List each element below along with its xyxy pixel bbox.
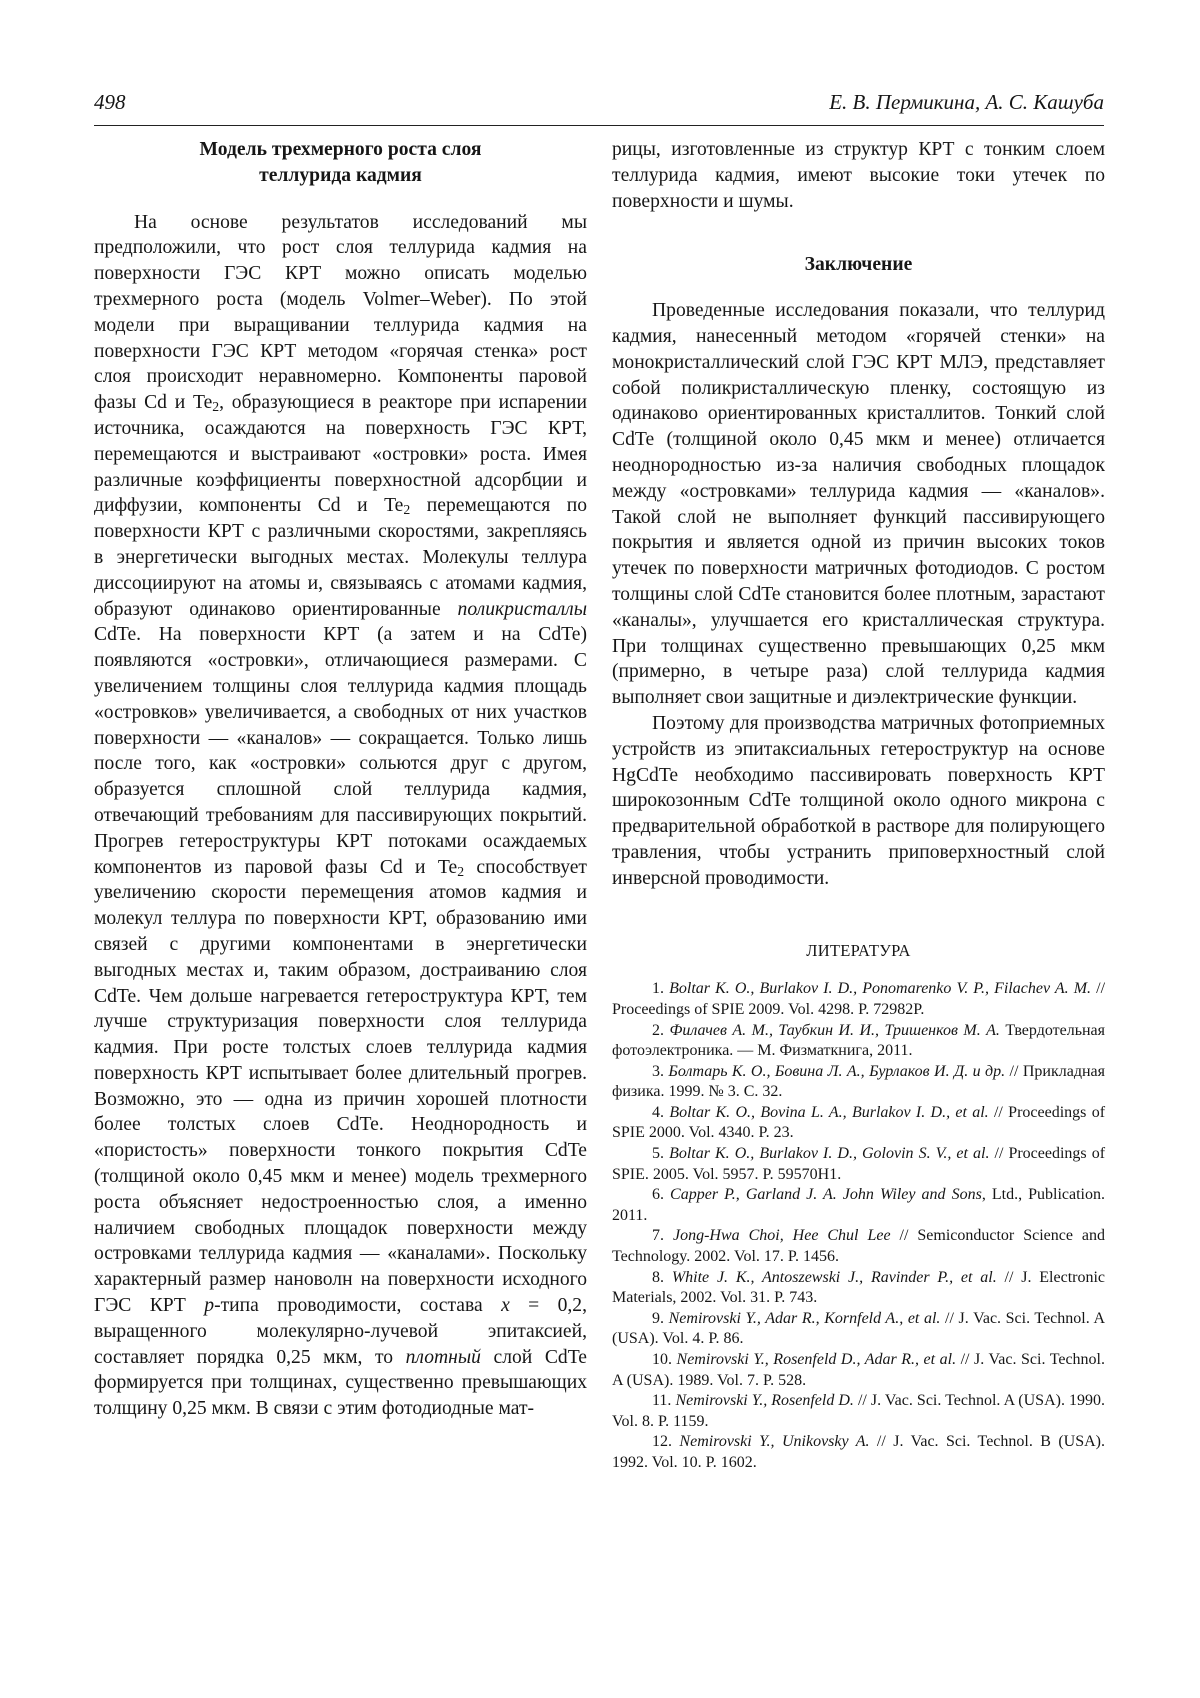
reference-authors: Capper P., Garland J. A. John Wiley and Sons: [670, 1186, 982, 1204]
heading-line: Модель трехмерного роста слоя: [199, 139, 482, 160]
reference-source: // Прикладная физика. 1999. № 3. С. 32.: [612, 1062, 1106, 1101]
reference-source: // J. Vac. Sci. Technol. A (USA). Vol. 4. P. 86.: [612, 1309, 1106, 1348]
reference-number: 9.: [652, 1309, 669, 1327]
text-run: = 0,2, выращенного молекулярно-лучевой эпитаксией, составляет порядка 0,25 мкм, то: [94, 1295, 587, 1368]
reference-item: [612, 1144, 1105, 1185]
reference-authors: Филачев А. М., Таубкин И. И., Тришенков М. А.: [669, 1021, 1000, 1039]
reference-authors: Jong-Hwa Choi, Hee Chul Lee: [672, 1227, 891, 1245]
reference-source: // Proceedings of SPIE. 2005. Vol. 5957. P. 59570H1.: [612, 1145, 1106, 1183]
reference-source: Твердотельная фотоэлектроника. — М. Физматкнига, 2011.: [612, 1021, 1106, 1060]
text-run: слой CdTe формируется при толщинах, существенно превышающих толщину 0,25 мкм. В связи с этим фотодиодные мат-: [94, 1346, 587, 1420]
reference-item: [612, 1185, 1105, 1226]
reference-item: [612, 1309, 1105, 1350]
italic-term: плотный: [405, 1346, 481, 1368]
reference-authors: Nemirovski Y., Rosenfeld D., Adar R., et al.: [676, 1351, 957, 1368]
references-list: [612, 979, 1105, 1473]
header-rule: [94, 125, 1104, 126]
reference-authors: White J. K., Antoszewski J., Ravinder P., et al.: [671, 1268, 997, 1286]
reference-authors: Nemirovski Y., Rosenfeld D.: [675, 1392, 854, 1410]
heading-line: теллурида кадмия: [259, 164, 422, 186]
italic-term: x: [501, 1295, 510, 1317]
italic-term: p: [204, 1295, 215, 1317]
continued-paragraph: рицы, изготовленные из структур КРТ с тонким слоем теллурида кадмия, имеют высокие токи утечек по поверхности и шумы.: [612, 139, 1105, 212]
text-run: , образующиеся в реакторе при испарении источника, осаждаются на поверхность ГЭС КРТ, перемещаются и выстраивают «островки» роста. Имея различные коэффициенты поверхностной адсорбции и диффузии, компоненты Cd и Te: [94, 392, 587, 517]
reference-authors: Болтарь К. О., Бовина Л. А., Бурлаков И. Д. и др.: [668, 1062, 1006, 1080]
reference-source: // Semiconductor Science and Technology. 2002. Vol. 17. P. 1456.: [612, 1227, 1106, 1266]
text-run: На основе результатов исследований мы предположили, что рост слоя теллурида кадмия на поверхности ГЭС КРТ можно описать моделью трехмерного роста (модель Volmer–Weber). По этой модели при выращивании теллурида кадмия на поверхности ГЭС КРТ методом «горячая стенка» рост слоя происходит неравномерно. Компоненты паровой фазы Cd и Te: [94, 211, 587, 414]
reference-number: 8.: [652, 1268, 672, 1286]
reference-authors: Nemirovski Y., Adar R., Kornfeld A., et al.: [668, 1309, 941, 1327]
italic-term: поликристаллы: [457, 598, 587, 620]
reference-number: 3.: [652, 1062, 669, 1080]
subscript: 2: [457, 863, 465, 879]
reference-item: [612, 1391, 1105, 1432]
reference-source: // J. Vac. Sci. Technol. B (USA). 1992. Vol. 10. P. 1602.: [612, 1433, 1106, 1471]
reference-number: 12.: [652, 1433, 680, 1451]
reference-item: [612, 1103, 1105, 1144]
reference-number: 11.: [652, 1392, 676, 1410]
section-heading-3d-growth: [94, 137, 587, 189]
text-run: способствует увеличению скорости перемещения атомов кадмия и молекул теллура по поверхности КРТ, образованию ими связей с другими компонентами в энергетически выгодных местах и, таким образом, достраиванию слоя CdTe. Чем дольше нагревается гетероструктура КРТ, тем лучше структуризация поверхности слоя теллурида кадмия. При росте толстых слоев теллурида кадмия поверхность КРТ испытывает более длительный прогрев. Возможно, это — одна из причин хорошей плотности более толстых слоев CdTe. Неоднородность и «пористость» поверхности тонкого покрытия CdTe (толщиной около 0,45 мкм и менее) модель трехмерного роста объясняет недостроенностью слоя, а именно наличием свободных площадок поверхности между островками теллурида кадмия — «каналами». Поскольку характерный размер нановолн на поверхности исходного ГЭС КРТ: [94, 856, 587, 1317]
conclusion-heading: Заключение: [804, 254, 913, 276]
right-column: [612, 137, 1105, 1474]
reference-number: 7.: [652, 1227, 673, 1245]
reference-number: 2.: [652, 1021, 670, 1039]
reference-source: , Ltd., Publication. 2011.: [612, 1186, 1106, 1224]
reference-item: [612, 1021, 1105, 1062]
reference-item: [612, 1432, 1105, 1473]
reference-source: // J. Vac. Sci. Technol. A (USA). 1989. Vol. 7. P. 528.: [612, 1351, 1105, 1389]
reference-number: 1.: [652, 980, 670, 998]
reference-number: 6.: [652, 1186, 671, 1204]
reference-authors: Nemirovski Y., Unikovsky A.: [679, 1433, 870, 1451]
reference-item: [612, 1226, 1105, 1267]
reference-source: // Proceedings of SPIE 2009. Vol. 4298. P. 72982P.: [612, 980, 1106, 1018]
text-run: CdTe. На поверхности КРТ (а затем и на CdTe) появляются «островки», отличающиеся размерами. С увеличением толщины слоя теллурида кадмия площадь «островков» увеличивается, а свободных от них участков поверхности — «каналов» — сокращается. Только лишь после того, как «островки» сольются друг с другом, образуется сплошной слой теллурида кадмия, отвечающий требованиям для пассивирующих покрытий. Прогрев гетероструктуры КРТ потоками осаждаемых компонентов из паровой фазы Cd и Te: [94, 624, 587, 878]
reference-number: 5.: [652, 1145, 670, 1163]
body-paragraph: [94, 210, 587, 1422]
page-header: [94, 90, 1104, 122]
reference-source: // Proceedings of SPIE 2000. Vol. 4340. P. 23.: [612, 1103, 1106, 1142]
reference-authors: Boltar K. O., Bovina L. A., Burlakov I. D., et al.: [669, 1103, 989, 1121]
reference-item: [612, 1062, 1105, 1103]
references-title: ЛИТЕРАТУРА: [806, 940, 911, 960]
reference-source: // J. Electronic Materials, 2002. Vol. 31. P. 743.: [612, 1268, 1106, 1307]
reference-item: [612, 979, 1105, 1020]
conclusion-paragraph: Проведенные исследования показали, что теллурид кадмия, нанесенный методом «горячей стенки» на монокристаллический слой ГЭС КРТ МЛЭ, представляет собой поликристаллическую пленку, состоящую из одинаково ориентированных кристаллитов. Тонкий слой CdTe (толщиной около 0,45 мкм и менее) отличается неоднородностью из-за наличия свободных площадок между «островками» теллурида кадмия — «каналов». Такой слой не выполняет функций пассивирующего покрытия и является одной из причин высоких токов утечек по поверхности матричных фотодиодов. С ростом толщины слой CdTe становится более плотным, зарастают «каналы», улучшается его кристаллическая структура. При толщинах существенно превышающих 0,25 мкм (примерно, в четыре раза) слой теллурида кадмия выполняет свои защитные и диэлектрические функции.: [612, 300, 1105, 709]
running-head-authors: Е. В. Пермикина, А. С. Кашуба: [829, 90, 1104, 114]
reference-authors: Boltar K. O., Burlakov I. D., Golovin S. V., et al.: [669, 1145, 990, 1163]
page-number: 498: [94, 90, 126, 114]
conclusion-paragraph: Поэтому для производства матричных фотоприемных устройств из эпитаксиальных гетероструктур на основе HgCdTe необходимо пассивировать поверхность КРТ широкозонным CdTe толщиной около одного микрона с предварительной обработкой в растворе для полирующего травления, чтобы устранить приповерхностный слой инверсной проводимости.: [612, 712, 1105, 889]
reference-number: 10.: [652, 1351, 677, 1368]
reference-number: 4.: [652, 1103, 670, 1121]
left-column: [94, 137, 587, 1422]
text-run: -типа проводимости, состава: [214, 1295, 502, 1317]
reference-authors: Boltar K. O., Burlakov I. D., Ponomarenko V. P., Filachev A. M.: [669, 980, 1092, 998]
reference-item: [612, 1350, 1105, 1391]
reference-source: // J. Vac. Sci. Technol. A (USA). 1990. Vol. 8. P. 1159.: [612, 1392, 1105, 1430]
subscript: 2: [403, 502, 411, 518]
text-run: перемещаются по поверхности КРТ с различными скоростями, закрепляясь в энергетически выгодных местах. Молекулы теллура диссоциируют на атомы и, связываясь с атомами кадмия, образуют одинаково ориентированные: [94, 495, 588, 620]
subscript: 2: [212, 399, 220, 415]
reference-item: [612, 1268, 1105, 1309]
